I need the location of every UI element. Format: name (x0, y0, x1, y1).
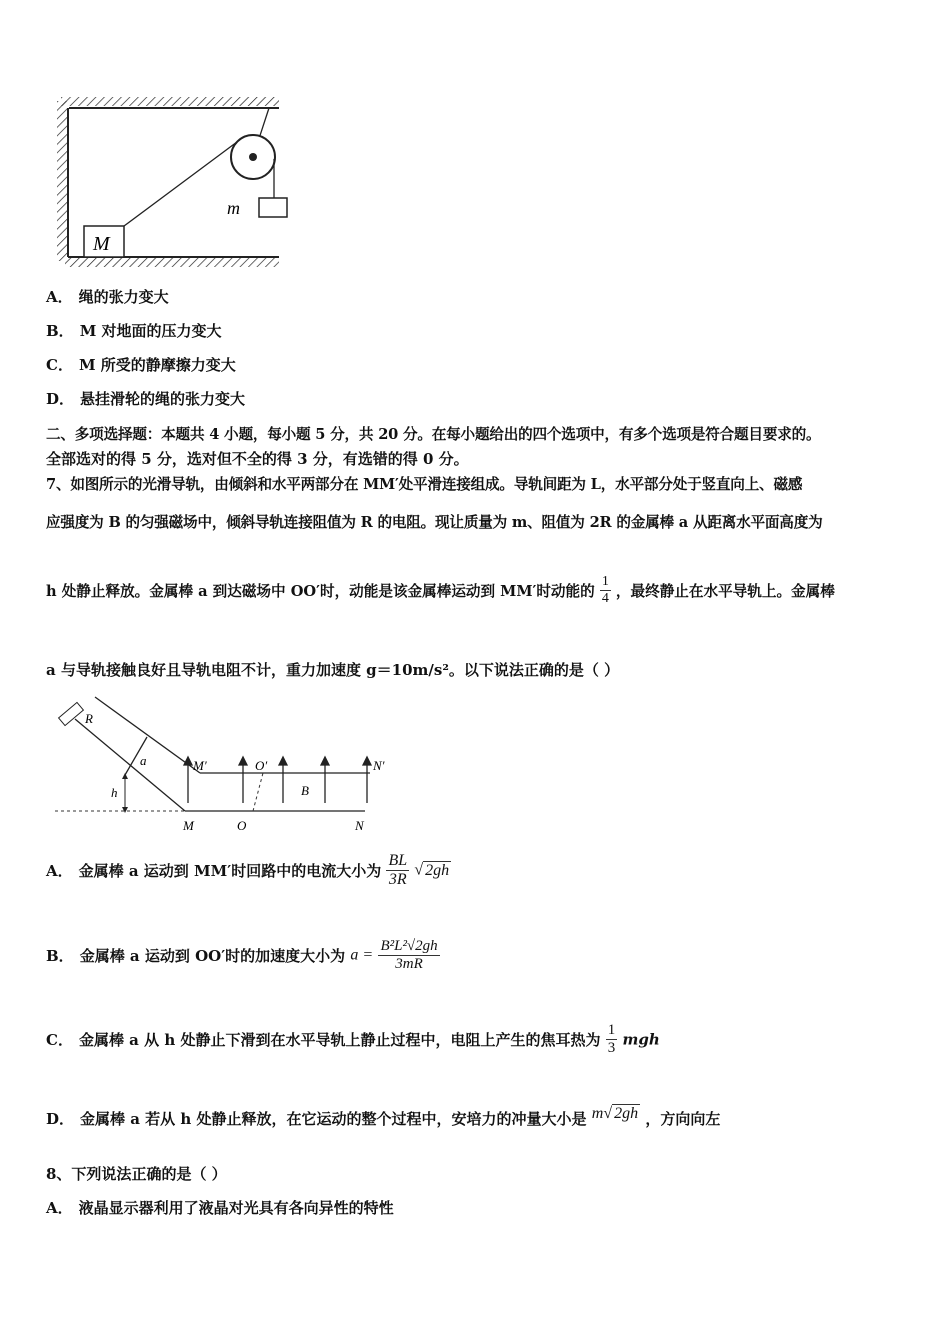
q7-option-d: D． 金属棒 a 若从 h 处静止释放，在它运动的整个过程中，安培力的冲量大小是 m√ 2gh ，方向向左 (46, 1105, 721, 1128)
label-m: m (227, 198, 240, 218)
label-O: O (237, 818, 247, 833)
label-M-prime: M′ (193, 758, 207, 773)
label-a: a (140, 753, 147, 768)
hanging-mass-m (259, 198, 287, 217)
label-R: R (85, 711, 93, 726)
q6-option-b: B． M 对地面的压力变大 (46, 322, 222, 340)
label-N-prime: N′ (373, 758, 385, 773)
q8-option-a: A． 液晶显示器利用了液晶对光具有各向异性的特性 (46, 1199, 394, 1217)
formula-bl-over-3r: $\frac{BL}{3R}$ (388, 852, 408, 888)
section2-line2: 全部选对的得 5 分，选对但不全的得 3 分，有选错的得 0 分。 (46, 450, 469, 468)
q6-option-d: D． 悬挂滑轮的绳的张力变大 (46, 390, 246, 408)
pulley-figure (55, 95, 290, 275)
label-N: N (355, 818, 364, 833)
left-wall (57, 101, 67, 261)
fraction-one-quarter: $\frac{1}{4}$ (601, 574, 609, 606)
section2-line1: 二、多项选择题：本题共 4 小题，每小题 5 分，共 20 分。在每小题给出的四个选项中，有多个选项是符合题目要求的。 (46, 426, 821, 443)
formula-acceleration: $\frac{\text{B²L²√2gh}}{3mR}$ (380, 938, 438, 972)
q7-option-c: C． 金属棒 a 从 h 处静止下滑到在水平导轨上静止过程中，电阻上产生的焦耳热为 $\frac{1}{3}$ mgh (46, 1022, 660, 1056)
q7-line4: a 与导轨接触良好且导轨电阻不计，重力加速度 g＝10m/s²。以下说法正确的是（ ） (46, 661, 620, 679)
sqrt-2gh: √ 2gh (414, 861, 450, 879)
q7-option-b: B． 金属棒 a 运动到 OO′时的加速度大小为 a = $\frac{\text{B²L²√2gh}}{3mR}$ (46, 938, 438, 972)
q7-option-a: A． 金属棒 a 运动到 MM′时回路中的电流大小为 $\frac{BL}{3R}$ √ 2gh (46, 852, 450, 888)
q7-line2: 应强度为 B 的匀强磁场中，倾斜导轨连接阻值为 R 的电阻。现让质量为 m、阻值为 2R 的金属棒 a 从距离水平面高度为 (46, 514, 823, 531)
label-h: h (111, 785, 118, 800)
q8-stem: 8、下列说法正确的是（ ） (46, 1165, 227, 1183)
rail-figure (55, 695, 405, 840)
ceiling (61, 97, 279, 106)
formula-impulse: m√ 2gh (591, 1105, 639, 1122)
fraction-one-third: $\frac{1}{3}$ (607, 1022, 616, 1056)
label-B: B (301, 783, 309, 798)
label-M: M (183, 818, 194, 833)
label-M: M (93, 233, 110, 255)
q7-line1: 7、如图所示的光滑导轨，由倾斜和水平两部分在 MM′处平滑连接组成。导轨间距为 L，水平部分处于竖直向上、磁感 (46, 476, 803, 493)
floor (65, 258, 279, 267)
label-O-prime: O′ (255, 758, 268, 773)
q7-line3: h 处静止释放。金属棒 a 到达磁场中 OO′时，动能是该金属棒运动到 MM′时动能的 $\frac{1}{4}$ ，最终静止在水平导轨上。金属棒 (46, 574, 835, 606)
q6-option-c: C． M 所受的静摩擦力变大 (46, 356, 236, 374)
q6-option-a: A． 绳的张力变大 (46, 288, 169, 306)
